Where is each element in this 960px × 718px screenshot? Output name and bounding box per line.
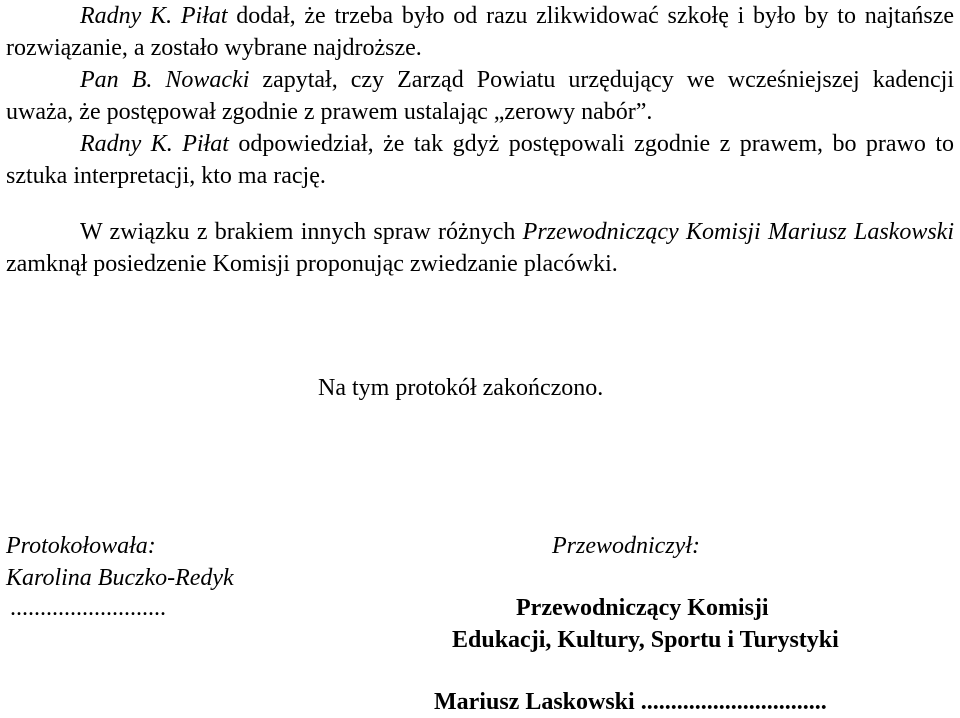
recorder-name: Karolina Buczko-Redyk [6,565,234,591]
chair-title-line-1: Przewodniczący Komisji [516,595,769,621]
chair-signature-line [434,686,827,718]
speaker-name: Nowacki [165,67,250,93]
chair-label: Przewodniczył: [552,533,700,559]
speaker-prefix: Pan B. [80,67,166,93]
closing-statement: Na tym protokół zakończono. [318,375,604,401]
speaker-name: Radny K. Piłat [80,3,228,29]
paragraph-text: dodał, że trzeba było od razu zlikwidować szkołę i było by to najtańsze rozwiązanie, a zostało wybrane najdroższe. [6,3,954,61]
paragraph-nowacki-asked [6,64,954,128]
paragraph-pilat-answered [6,128,954,192]
chair-title-line-2: Edukacji, Kultury, Sportu i Turystyki [452,627,839,653]
paragraph-text: W związku z brakiem innych spraw różnych [80,219,523,245]
recorder-signature-dots: .......................... [10,595,166,621]
paragraph-text: zamknął posiedzenie Komisji proponując zwiedzanie placówki. [6,251,618,277]
speaker-name: Radny K. Piłat [80,131,229,157]
paragraph-meeting-closed [6,216,954,280]
chair-name-italic: Przewodniczący Komisji Mariusz Laskowski [522,219,954,245]
chair-signature-dots: ............................... [634,689,827,715]
chair-signature-name: Mariusz Laskowski [434,689,635,715]
paragraph-text: zapytał, czy Zarząd Powiatu urzędujący we wcześniejszej kadencji uważa, że postępował zgodnie z prawem ustalając „zerowy nabór”. [6,67,954,125]
paragraph-text: odpowiedział, że tak gdyż postępowali zgodnie z prawem, bo prawo to sztuka interpretacji, kto ma rację. [6,131,954,189]
paragraph-pilat-added [6,0,954,64]
recorder-label: Protokołowała: [6,533,156,559]
